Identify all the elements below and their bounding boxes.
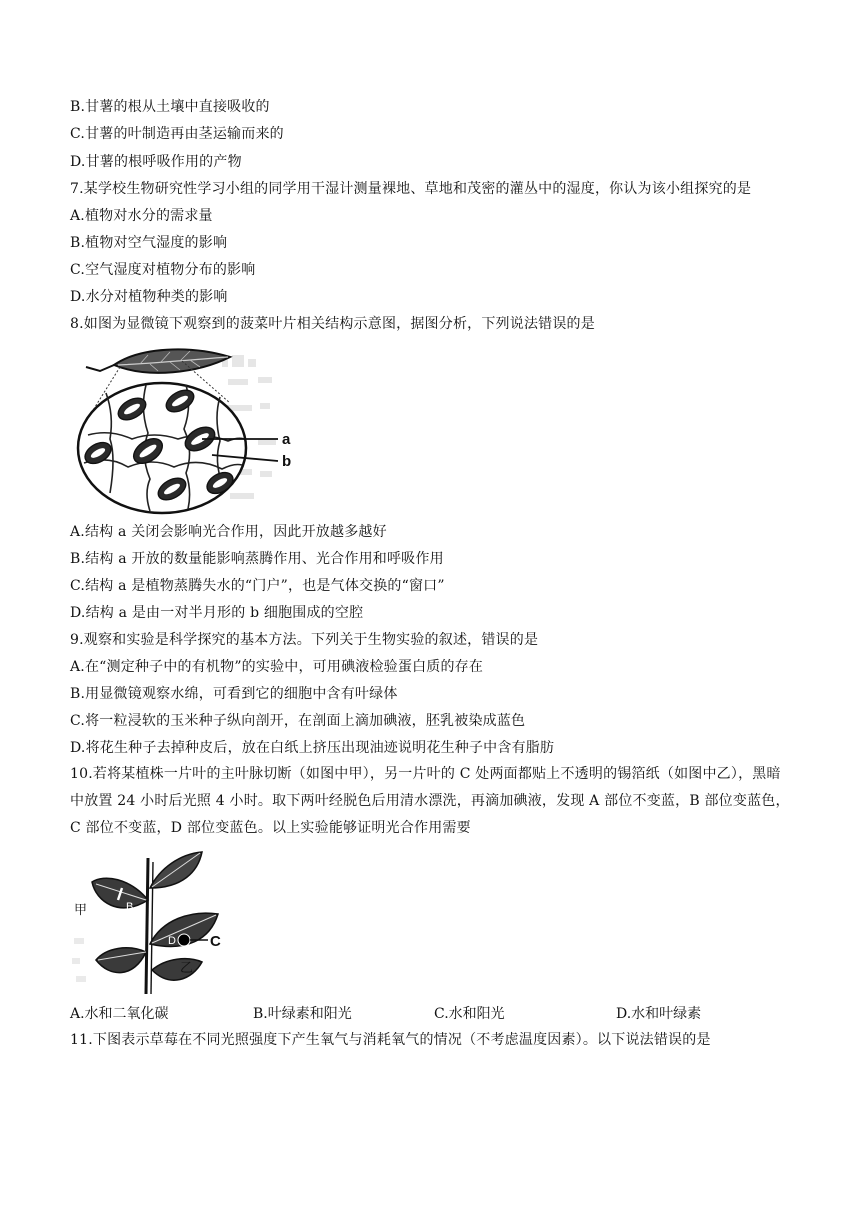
q10-plant-figure bbox=[70, 848, 240, 996]
q6-option-b: B.甘薯的根从土壤中直接吸收的 bbox=[70, 99, 270, 115]
q9-option-b: B.用显微镜观察水绵，可看到它的细胞中含有叶绿体 bbox=[70, 686, 398, 702]
question-8: 8.如图为显微镜下观察到的菠菜叶片相关结构示意图，据图分析，下列说法错误的是 bbox=[70, 316, 595, 332]
q8-option-b: B.结构 a 开放的数量能影响蒸腾作用、光合作用和呼吸作用 bbox=[70, 551, 444, 567]
label-C: C bbox=[210, 933, 221, 950]
q8-stomata-figure bbox=[70, 343, 310, 515]
question-11: 11.下图表示草莓在不同光照强度下产生氧气与消耗氧气的情况（不考虑温度因素）。以下说法错误的是 bbox=[70, 1032, 711, 1048]
q9-option-d: D.将花生种子去掉种皮后，放在白纸上挤压出现油迹说明花生种子中含有脂肪 bbox=[70, 740, 555, 756]
question-10: 10.若将某植株一片叶的主叶脉切断（如图中甲），另一片叶的 C 处两面都贴上不透明的锡箔纸（如图中乙），黑暗中放置 24 小时后光照 4 小时。取下两叶经脱色后用清水漂洗，再滴加碘液，发现 A 部位不变蓝，B 部位变蓝色，C 部位不变蓝，D 部位变蓝色。以上实验能够证明光合作用需要 bbox=[70, 766, 790, 836]
question-7: 7.某学校生物研究性学习小组的同学用干湿计测量裸地、草地和茂密的灌丛中的湿度，你认为该小组探究的是 bbox=[70, 181, 752, 197]
q10-option-c: C.水和阳光 bbox=[434, 1006, 505, 1022]
q10-option-a: A.水和二氧化碳 bbox=[70, 1006, 169, 1022]
q9-option-a: A.在“测定种子中的有机物”的实验中，可用碘液检验蛋白质的存在 bbox=[70, 659, 484, 675]
label-a: a bbox=[282, 431, 291, 448]
question-9: 9.观察和实验是科学探究的基本方法。下列关于生物实验的叙述，错误的是 bbox=[70, 632, 539, 648]
q8-option-c: C.结构 a 是植物蒸腾失水的“门户”，也是气体交换的“窗口” bbox=[70, 578, 445, 594]
q10-options bbox=[70, 1003, 792, 1023]
q6-option-c: C.甘薯的叶制造再由茎运输而来的 bbox=[70, 126, 284, 142]
q10-option-b: B.叶绿素和阳光 bbox=[253, 1006, 352, 1022]
q8-option-d: D.结构 a 是由一对半月形的 b 细胞围成的空腔 bbox=[70, 605, 364, 621]
label-A: A bbox=[104, 905, 112, 917]
label-b: b bbox=[282, 453, 292, 470]
q7-option-b: B.植物对空气湿度的影响 bbox=[70, 235, 228, 251]
label-yi: 乙 bbox=[180, 961, 194, 976]
label-D: D bbox=[168, 935, 176, 947]
label-B: B bbox=[126, 901, 134, 913]
q10-option-d: D.水和叶绿素 bbox=[616, 1006, 702, 1022]
q8-option-a: A.结构 a 关闭会影响光合作用，因此开放越多越好 bbox=[70, 524, 387, 540]
q9-option-c: C.将一粒浸软的玉米种子纵向剖开，在剖面上滴加碘液，胚乳被染成蓝色 bbox=[70, 713, 526, 729]
q7-option-a: A.植物对水分的需求量 bbox=[70, 208, 213, 224]
q7-option-c: C.空气湿度对植物分布的影响 bbox=[70, 262, 256, 278]
label-jia: 甲 bbox=[74, 903, 88, 918]
q7-option-d: D.水分对植物种类的影响 bbox=[70, 289, 228, 305]
q6-option-d: D.甘薯的根呼吸作用的产物 bbox=[70, 154, 242, 170]
